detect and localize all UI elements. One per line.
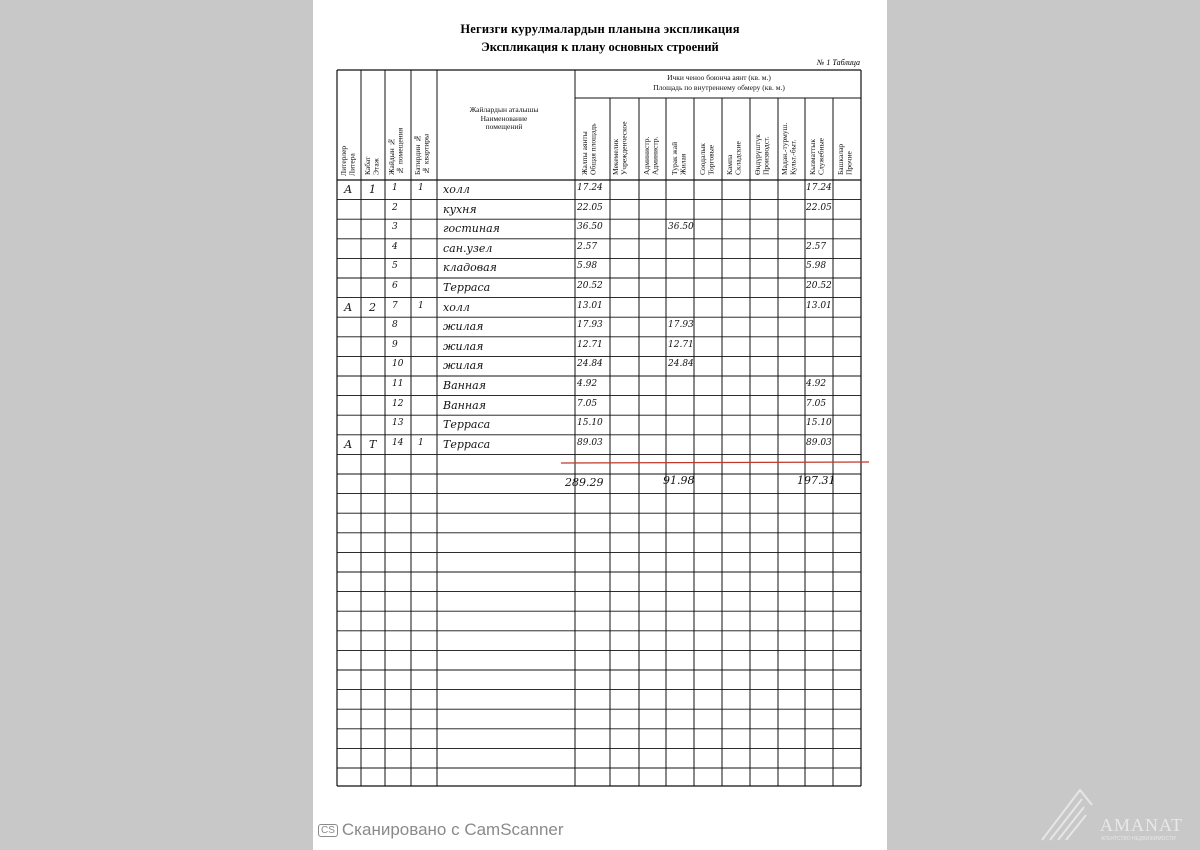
room-number-cell: 3 <box>392 222 398 233</box>
room-name-cell: жилая <box>443 339 484 353</box>
room-number-cell: 7 <box>392 300 398 311</box>
title-ru: Экспликация к плану основных строений <box>481 40 719 54</box>
floor-cell: 1 <box>369 183 376 196</box>
room-number-cell: 12 <box>392 398 404 409</box>
total-area-cell: 7.05 <box>577 398 598 409</box>
total-area-cell: 89.03 <box>577 437 603 448</box>
col-trade-header: Соодалык Торговые <box>698 143 716 175</box>
total-area-cell: 5.98 <box>577 261 598 272</box>
service-area-cell: 5.98 <box>806 261 827 272</box>
living-area-cell: 12.71 <box>668 339 694 350</box>
room-number-cell: 4 <box>392 241 398 252</box>
service-area-cell: 15.10 <box>806 418 832 429</box>
room-name-cell: Терраса <box>443 281 491 294</box>
camscanner-badge: CS <box>318 824 338 837</box>
total-area-cell: 2.57 <box>577 241 598 252</box>
room-number-cell: 9 <box>392 339 398 350</box>
room-number-cell: 11 <box>392 379 404 389</box>
room-name-cell: жилая <box>443 359 484 373</box>
title-kg: Негизги курулмалардын планына экспликация <box>460 22 740 36</box>
col-cult-header: Мадан.-турмуш. Культ.-быт. <box>780 122 798 175</box>
total-area-cell: 20.52 <box>577 281 603 291</box>
amanat-brand: AMANAT <box>1100 815 1184 835</box>
room-number-cell: 1 <box>392 183 398 193</box>
litera-cell: А <box>344 183 353 196</box>
apt-number-cell: 1 <box>418 437 424 448</box>
area-header-ru: Площадь по внутреннему обмеру (кв. м.) <box>653 83 785 92</box>
total-area-cell: 17.24 <box>577 183 603 193</box>
living-area-sum: 91.98 <box>663 474 695 487</box>
red-underline <box>561 462 869 463</box>
room-name-cell: кухня <box>443 202 477 216</box>
total-area-sum: 289.29 <box>565 476 604 489</box>
room-name-cell: холл <box>443 183 470 196</box>
table-number: № 1 Таблица <box>816 58 860 67</box>
living-area-cell: 36.50 <box>668 222 694 233</box>
col-inst-header: Мекемелик Учрежденческое <box>611 121 629 175</box>
room-name-cell: Терраса <box>443 437 491 451</box>
living-area-cell: 17.93 <box>668 320 694 331</box>
apt-number-cell: 1 <box>418 183 424 193</box>
col-floor-header: Кабат Этаж <box>363 156 381 175</box>
room-number-cell: 6 <box>392 281 398 291</box>
col-living-header: Турак жай Жилая <box>670 141 688 175</box>
col-litera-header: Литерлер Литера <box>339 145 357 176</box>
room-number-cell: 10 <box>392 359 404 370</box>
total-area-cell: 12.71 <box>577 339 603 350</box>
amanat-sub: АГЕНТСТВО НЕДВИЖИМОСТИ <box>1101 836 1176 842</box>
service-area-cell: 7.05 <box>806 398 827 409</box>
col-store-header: Кампа Складские <box>725 141 743 175</box>
total-area-cell: 13.01 <box>577 300 603 311</box>
col-other-header: Башкалар Прочие <box>836 143 854 175</box>
litera-cell: А <box>344 437 353 451</box>
service-area-cell: 13.01 <box>806 300 832 311</box>
room-number-cell: 8 <box>392 320 398 331</box>
floor-cell: Т <box>369 437 377 451</box>
room-name-cell: Ванная <box>443 379 486 392</box>
col-admin-header: Администр. Администр. <box>642 136 660 175</box>
camscanner-footer <box>318 820 564 840</box>
col-service-header: Кызматтык Служебные <box>808 137 826 175</box>
col-total-header: Жалпы аянты Общая площадь <box>580 123 598 175</box>
total-area-cell: 15.10 <box>577 418 603 429</box>
col-name-header-text: Жайлардын аталышы Наименование помещений <box>469 105 539 131</box>
col-apt-header: Батирдин № № квартиры <box>413 133 431 175</box>
service-area-sum: 197.31 <box>797 474 836 487</box>
camscanner-text: Сканировано с CamScanner <box>341 820 564 839</box>
room-name-cell: Терраса <box>443 418 491 432</box>
total-area-cell: 17.93 <box>577 320 603 331</box>
floor-cell: 2 <box>369 300 376 314</box>
document-page <box>313 0 887 850</box>
room-name-cell: гостиная <box>443 222 500 236</box>
room-number-cell: 2 <box>392 202 398 213</box>
total-area-cell: 24.84 <box>577 359 603 370</box>
col-prod-header: Өндүрүштүк Производст. <box>753 134 771 175</box>
service-area-cell: 17.24 <box>806 183 832 193</box>
total-area-cell: 4.92 <box>577 379 598 389</box>
col-room-header: Жайдын № № помещения <box>387 127 405 175</box>
col-name-header <box>441 106 567 132</box>
service-area-cell: 20.52 <box>806 281 832 291</box>
total-area-cell: 36.50 <box>577 222 603 233</box>
room-name-cell: жилая <box>443 320 484 334</box>
room-number-cell: 13 <box>392 418 404 429</box>
area-header-kg: Ички ченоо боюнча аянт (кв. м.) <box>667 73 771 82</box>
room-number-cell: 14 <box>392 437 404 448</box>
room-name-cell: Ванная <box>443 398 486 412</box>
living-area-cell: 24.84 <box>668 359 694 370</box>
service-area-cell: 2.57 <box>806 241 827 252</box>
room-name-cell: холл <box>443 300 470 314</box>
room-number-cell: 5 <box>392 261 398 272</box>
service-area-cell: 4.92 <box>806 379 827 389</box>
service-area-cell: 89.03 <box>806 437 832 448</box>
apt-number-cell: 1 <box>418 300 424 311</box>
litera-cell: А <box>344 300 353 314</box>
room-name-cell: кладовая <box>443 261 497 275</box>
room-name-cell: сан.узел <box>443 241 493 255</box>
total-area-cell: 22.05 <box>577 202 603 213</box>
service-area-cell: 22.05 <box>806 202 832 213</box>
